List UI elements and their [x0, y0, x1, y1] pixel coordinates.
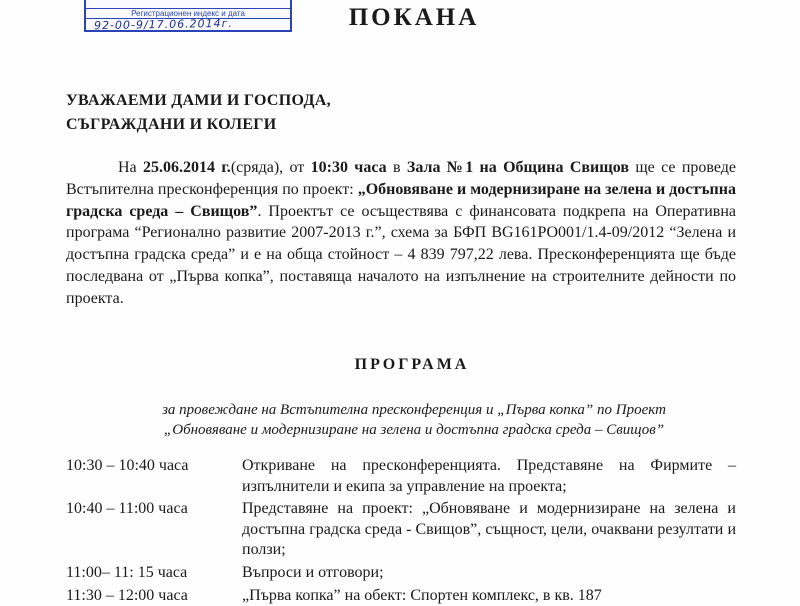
agenda-item	[66, 563, 736, 584]
document-title: ПОКАНА	[348, 4, 480, 31]
event-place: Зала №1 на Община Свищов	[406, 159, 630, 176]
event-time: 10:30 часа	[310, 159, 387, 176]
agenda-item	[66, 456, 736, 497]
intro-paragraph	[66, 157, 736, 310]
greeting-line-2: СЪГРАЖДАНИ И КОЛЕГИ	[66, 116, 277, 133]
agenda-item	[66, 499, 736, 561]
event-date: 25.06.2014 г.	[143, 159, 231, 176]
greeting-line-1: УВАЖАЕМИ ДАМИ И ГОСПОДА,	[66, 92, 331, 109]
agenda-description: „Първа копка” на обект: Спортен комплекс, в кв. 187	[242, 586, 602, 604]
agenda-time: 10:30 – 10:40 часа	[66, 457, 189, 474]
stamp-handwritten-index: 92-00-9/17.06.2014г.	[93, 16, 234, 33]
agenda-list	[66, 456, 736, 606]
intro-text-5: . Проектът се осъществява с финансовата подкрепа на Оперативна програма “Регионално развитие 2007-2013 г.”, схема за БФП BG161PO001/1.4-09/2012 “Зелена и достъпна градска среда” и е на обща стойност – 4 839 797,22 лева. Пресконференцията ще бъде последвана от „Първа копка”, поставяща началото на изпълнение на строителните дейности по проекта.	[66, 202, 737, 307]
program-title: ПРОГРАМА	[354, 356, 470, 373]
agenda-time: 10:40 – 11:00 часа	[66, 500, 188, 518]
program-subtitle-line-2: „Обновяване и модернизиране на зелена и достъпна градска среда – Свищов”	[163, 421, 665, 438]
greeting	[66, 89, 331, 137]
agenda-item	[66, 586, 736, 606]
intro-text-3: в	[386, 159, 407, 176]
program-subtitle	[0, 401, 800, 440]
project-name: „Обновяване и модернизиране на зелена и достъпна градска среда – Свищов”	[66, 180, 736, 220]
intro-text-2: (сряда), от	[230, 159, 311, 176]
intro-text-4: ще се проведе Встъпителна пресконференция по проект:	[66, 159, 737, 198]
agenda-time: 11:30 – 12:00 часа	[66, 586, 188, 604]
intro-text-1: На	[118, 159, 143, 176]
program-subtitle-line-1: за провеждане на Встъпителна пресконференция и „Първа копка” по Проект	[162, 402, 666, 418]
agenda-description: Въпроси и отговори;	[242, 563, 384, 581]
agenda-time: 11:00– 11: 15 часа	[66, 563, 188, 581]
agenda-description: Откриване на пресконференцията. Представяне на Фирмите – изпълнители и екипа за управление на проекта;	[242, 457, 736, 495]
stamp-label: Регистрационен индекс и дата	[86, 9, 290, 19]
agenda-description: Представяне на проект: „Обновяване и модернизиране на зелена и достъпна градска среда - Свищов”, същност, цели, очаквани резултати и ползи;	[242, 500, 736, 559]
